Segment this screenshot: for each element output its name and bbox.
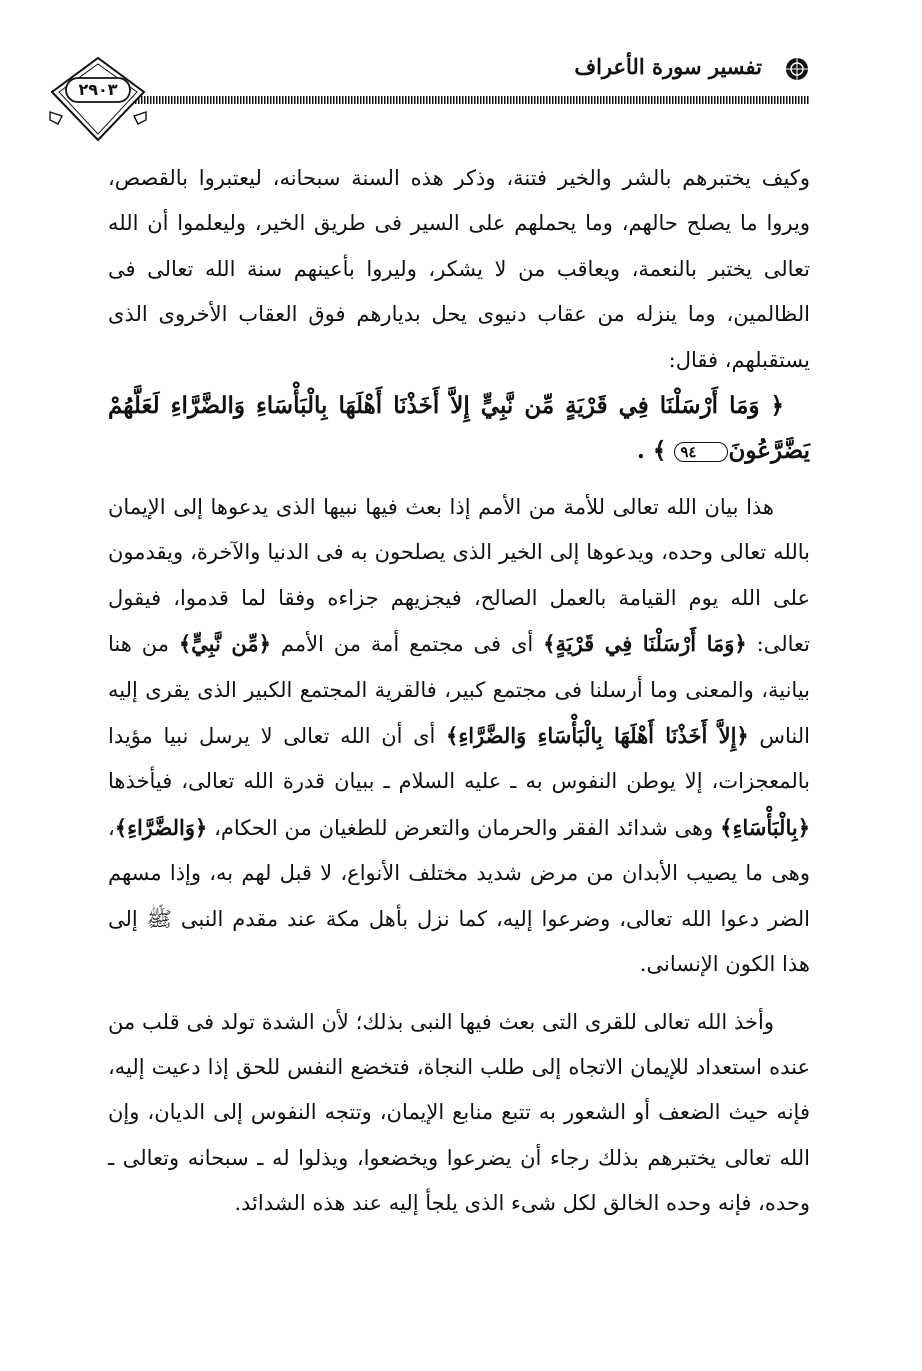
explanation-text-6: ، وهى ما يصيب الأبدان من مرض شديد مختلف الأنواع، لا قبل لهم به، وإذا مسهم الضر دعوا الله تعالى، وضرعوا إليه، كما نزل بأهل مكة عند مقدم النبى ﷺ إلى هذا الكون الإنسانى. bbox=[108, 815, 810, 977]
paragraph-explanation bbox=[108, 485, 810, 987]
quote-5: ﴿وَالضَّرَّاءِ﴾ bbox=[114, 814, 208, 840]
page-header bbox=[30, 40, 810, 130]
quran-verse bbox=[108, 383, 810, 473]
round-ornament-icon bbox=[784, 56, 810, 82]
explanation-text-3: من هنا بيانية، والمعنى وما أرسلنا فى مجتمع كبير، فالقرية المجتمع الكبير الذى يقرى إليه الناس bbox=[108, 632, 810, 749]
page-number: ٢٩٠٣ bbox=[78, 80, 118, 99]
explanation-text-5: وهى شدائد الفقر والحرمان والتعرض للطغيان من الحكام، bbox=[214, 815, 714, 840]
page-number-badge bbox=[48, 54, 148, 144]
diamond-badge-icon bbox=[48, 54, 148, 144]
paragraph-conclusion: وأخذ الله تعالى للقرى التى بعث فيها النبى بذلك؛ لأن الشدة تولد فى قلب من عنده استعداد للإيمان الاتجاه إلى طلب النجاة، فتخضع النفس للحق إذا دعيت إليه، فإنه حيث الضعف أو الشعور به تتبع منابع الإيمان، وتتجه النفوس إلى الديان، وإن الله تعالى يختبرهم بذلك رجاء أن يضرعوا ويخضعوا، ويذلوا له ـ سبحانه وتعالى ـ وحده، فإنه وحده الخالق لكل شىء الذى يلجأ إليه عند هذه الشدائد. bbox=[108, 1009, 810, 1216]
verse-text: ﴿ وَمَا أَرْسَلْنَا فِي قَرْيَةٍ مِّن نَّبِيٍّ إِلاَّ أَخَذْنَا أَهْلَهَا بِالْبَأْسَاءِ وَالضَّرَّاءِ لَعَلَّهُمْ يَضَّرَّعُونَ bbox=[108, 392, 810, 465]
surah-title: تفسير سورة الأعراف bbox=[574, 54, 762, 79]
paragraph-intro: وكيف يختبرهم بالشر والخير فتنة، وذكر هذه السنة سبحانه، ليعتبروا بالقصص، ويروا ما يصلح حالهم، وما يحملهم على السير فى طريق الخير، وليعلموا أن الله تعالى يختبر بالنعمة، ويعاقب من لا يشكر، وليروا بأعينهم سنة الله تعالى فى الظالمين، وما ينزله من عقاب دنيوى يحل بديارهم فوق العقاب الأخروى الذى يستقبلهم، فقال: bbox=[108, 166, 810, 372]
quote-1: ﴿وَمَا أَرْسَلْنَا فِي قَرْيَةٍ﴾ bbox=[543, 631, 747, 657]
verse-number: ٩٤ bbox=[674, 442, 728, 462]
header-rule bbox=[126, 96, 810, 104]
quote-3: ﴿إِلاَّ أَخَذْنَا أَهْلَهَا بِالْبَأْسَاءِ وَالضَّرَّاءِ﴾ bbox=[446, 723, 749, 749]
explanation-text-2: أى فى مجتمع أمة من الأمم bbox=[280, 632, 534, 657]
explanation-text-4: أى أن الله تعالى لا يرسل نبيا مؤيدا بالمعجزات، إلا يوطن النفوس به ـ عليه السلام ـ ببيان قدرة الله تعالى، فيأخذها bbox=[108, 724, 810, 794]
page-body bbox=[108, 156, 810, 1227]
explanation-text-1: هذا بيان الله تعالى للأمة من الأمم إذا بعث فيها نبيها الذى يدعوها إلى الإيمان بالله تعالى وحده، ويدعوها إلى الخير الذى يصلحون به فى الدنيا والآخرة، ويقدمون على الله يوم القيامة بالعمل الصالح، فيجزيهم جزاءه وفقا لما قدموا، فيقول تعالى: bbox=[108, 495, 810, 657]
quote-2: ﴿مِّن نَّبِيٍّ﴾ bbox=[178, 631, 271, 657]
verse-close: ﴾ . bbox=[636, 437, 667, 465]
quote-4: ﴿بِالْبَأْسَاءِ﴾ bbox=[720, 814, 810, 840]
